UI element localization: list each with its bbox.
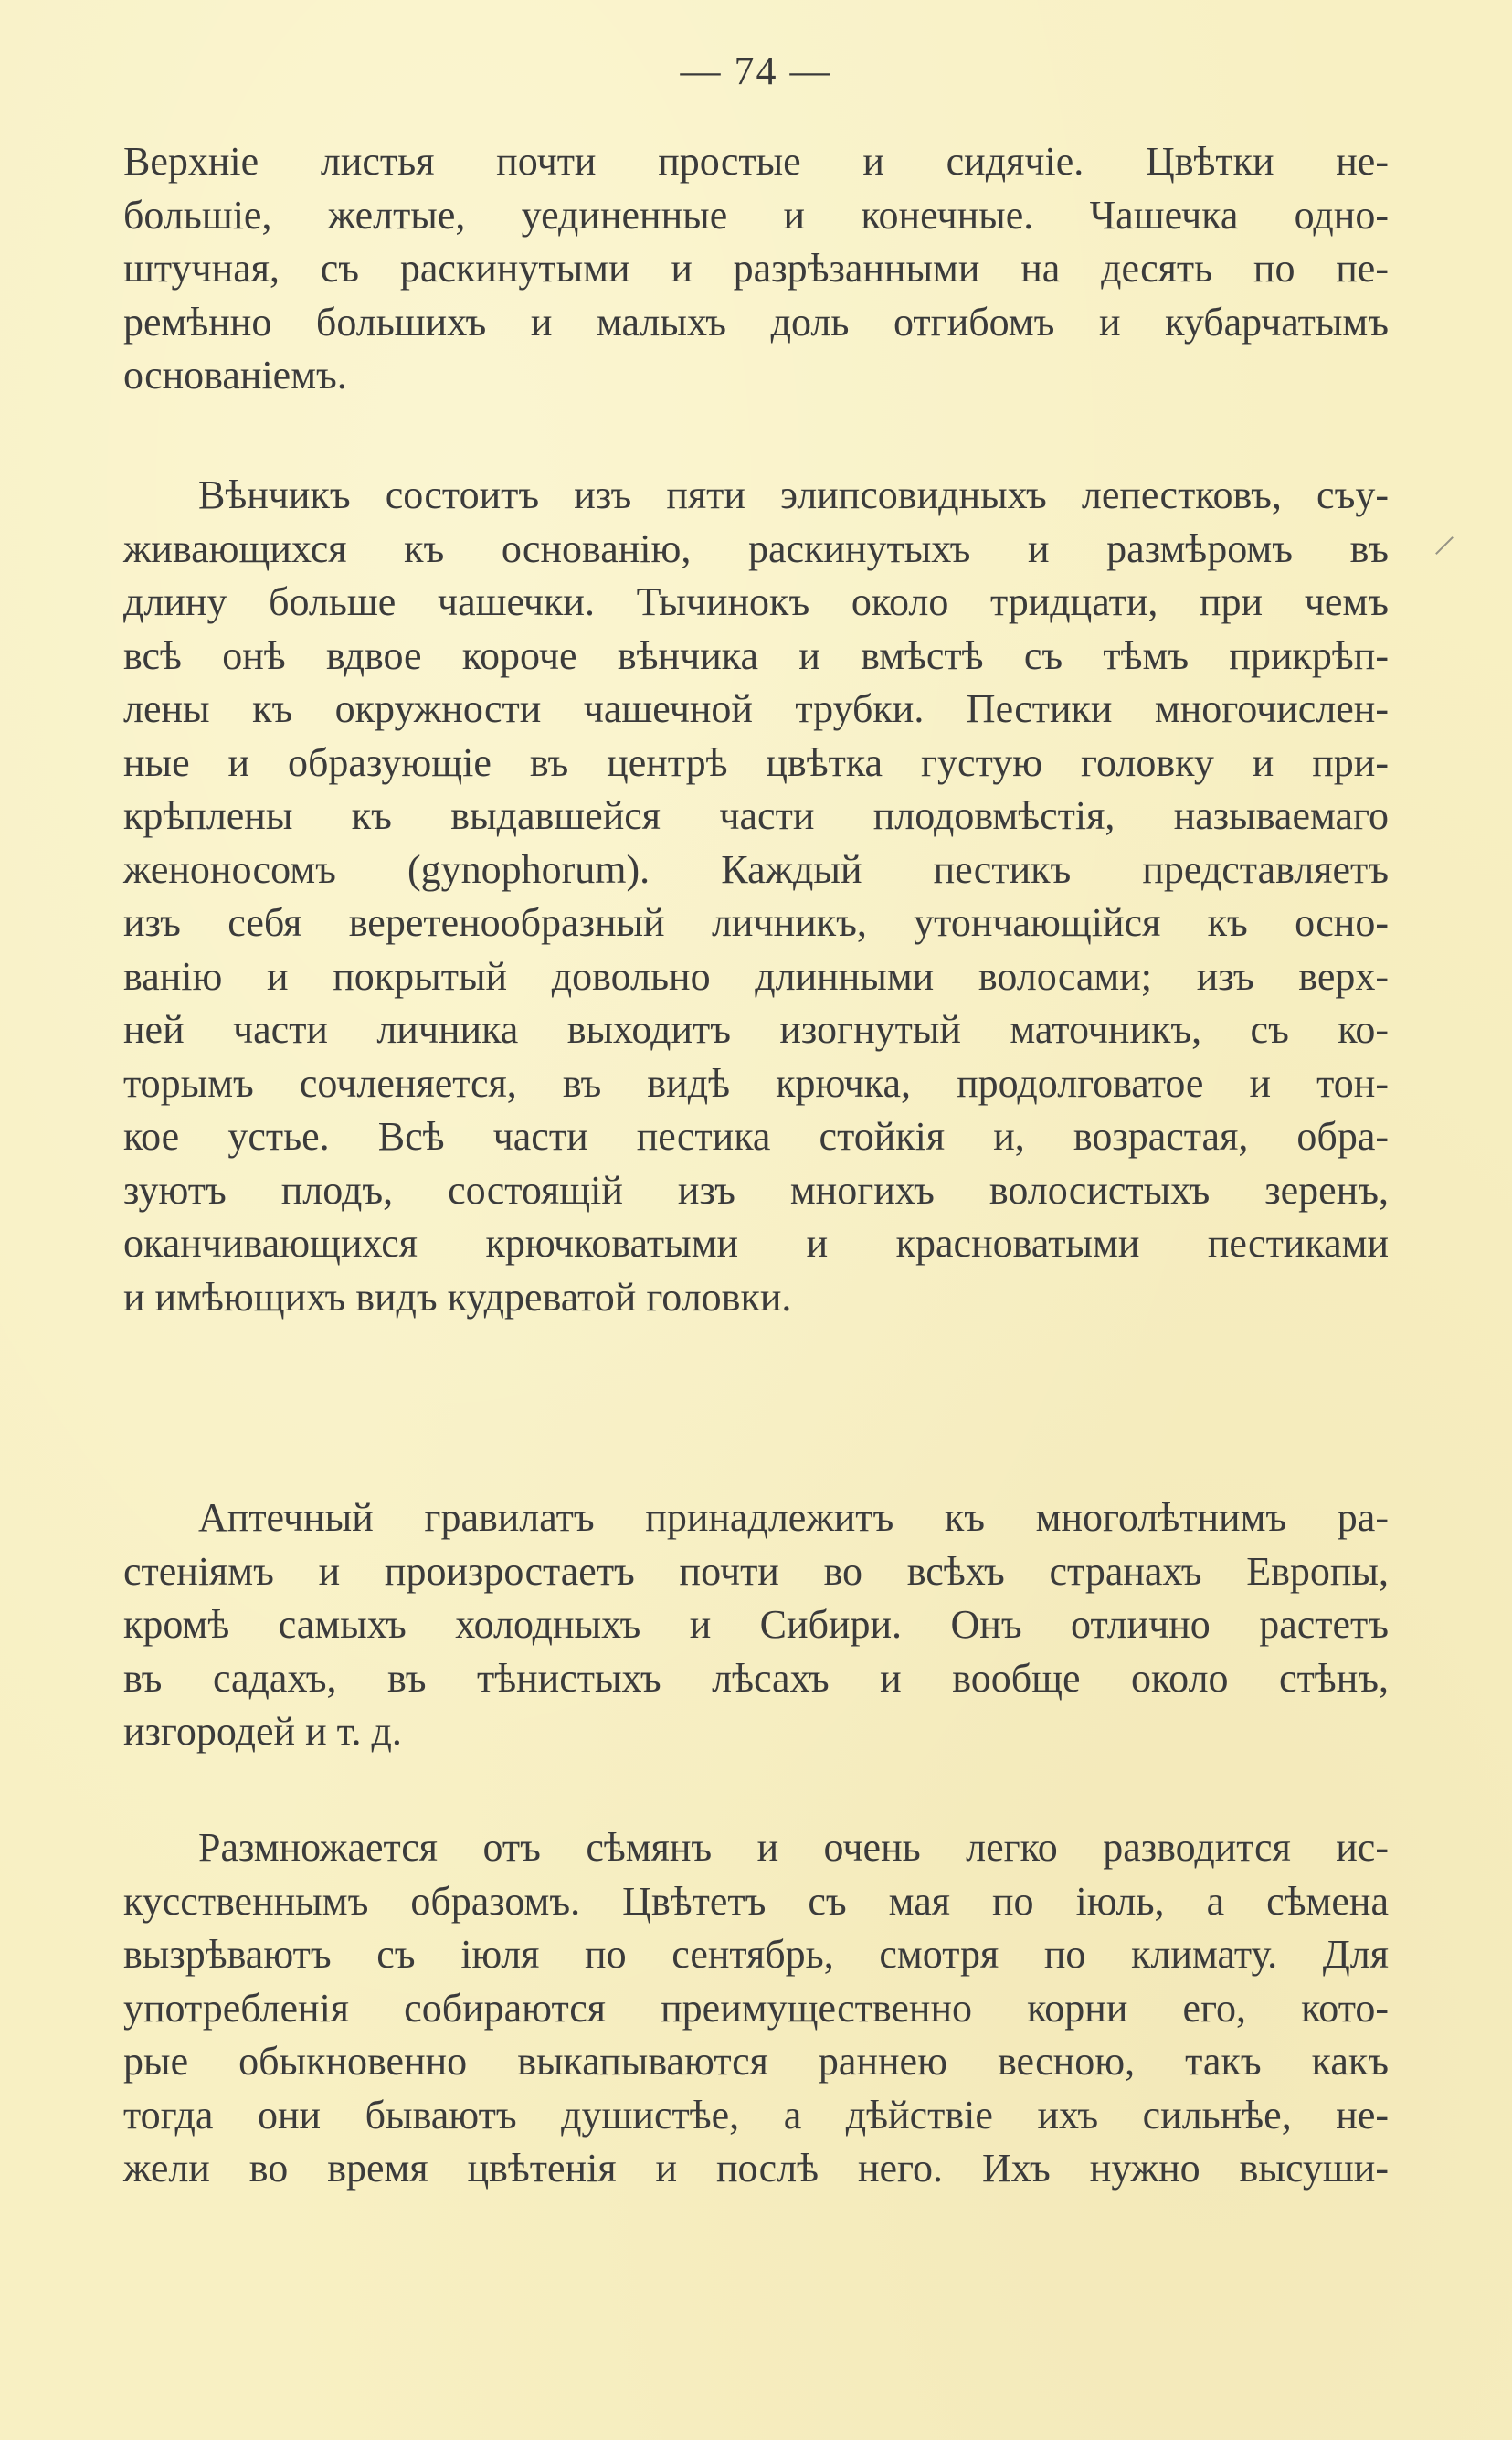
text-line: всѣ онѣ вдвое короче вѣнчика и вмѣстѣ съ тѣмъ прикрѣп-	[123, 632, 1389, 678]
text-line: жели во время цвѣтенія и послѣ него. Ихъ нужно высуши-	[123, 2146, 1389, 2191]
text-line: и имѣющихъ видъ кудреватой головки.	[123, 1274, 792, 1320]
text-line: Верхніе листья почти простые и сидячіе. Цвѣтки не-	[123, 139, 1389, 184]
text-line: изгородей и т. д.	[123, 1709, 402, 1754]
text-line: ней части личника выходитъ изогнутый маточникъ, съ ко-	[123, 1007, 1389, 1052]
text-line: Размножается отъ сѣмянъ и очень легко разводится ис-	[198, 1825, 1389, 1870]
text-line: стеніямъ и произростаетъ почти во всѣхъ странахъ Европы,	[123, 1548, 1389, 1594]
text-line: основаніемъ.	[123, 353, 347, 398]
text-line: живающихся къ основанію, раскинутыхъ и размѣромъ въ	[123, 525, 1389, 571]
text-line: оканчивающихся крючковатыми и красноватыми пестиками	[123, 1221, 1389, 1266]
text-line: Аптечный гравилатъ принадлежитъ къ многолѣтнимъ ра-	[198, 1495, 1389, 1540]
text-line: кое устье. Всѣ части пестика стойкія и, возрастая, обра-	[123, 1114, 1389, 1159]
margin-pencil-mark	[1435, 536, 1454, 555]
text-line: крѣплены къ выдавшейся части плодовмѣстія, называемаго	[123, 793, 1389, 838]
text-line: тогда они бываютъ душистѣе, а дѣйствіе ихъ сильнѣе, не-	[123, 2092, 1389, 2138]
text-line: торымъ сочленяется, въ видѣ крючка, продолговатое и тон-	[123, 1060, 1389, 1106]
paragraph-1	[123, 135, 1389, 403]
text-line: ные и образующіе въ центрѣ цвѣтка густую головку и при-	[123, 739, 1389, 785]
paragraph-4	[123, 1821, 1389, 2196]
text-line: женоносомъ (gynophorum). Каждый пестикъ представляетъ	[123, 846, 1389, 892]
text-line: зуютъ плодъ, состоящій изъ многихъ волосистыхъ зеренъ,	[123, 1167, 1389, 1213]
text-line: штучная, съ раскинутыми и разрѣзанными на десять по пе-	[123, 246, 1389, 291]
text-line: Вѣнчикъ состоитъ изъ пяти элипсовидныхъ лепестковъ, съу-	[198, 472, 1389, 517]
text-line: длину больше чашечки. Тычинокъ около тридцати, при чемъ	[123, 579, 1389, 624]
text-line: изъ себя веретенообразный личникъ, утончающійся къ осно-	[123, 900, 1389, 945]
text-line: вызрѣваютъ съ іюля по сентябрь, смотря по климату. Для	[123, 1932, 1389, 1977]
text-line: въ садахъ, въ тѣнистыхъ лѣсахъ и вообще около стѣнъ,	[123, 1655, 1389, 1701]
text-line: рые обыкновенно выкапываются раннею весною, такъ какъ	[123, 2039, 1389, 2084]
text-line: ванію и покрытый довольно длинными волосами; изъ верх-	[123, 953, 1389, 999]
text-line: кромѣ самыхъ холодныхъ и Сибири. Онъ отлично растетъ	[123, 1602, 1389, 1647]
text-line: лены къ окружности чашечной трубки. Пестики многочислен-	[123, 686, 1389, 731]
text-line: ремѣнно большихъ и малыхъ доль отгибомъ и кубарчатымъ	[123, 299, 1389, 345]
page-number: — 74 —	[680, 48, 832, 93]
text-line: употребленія собираются преимущественно корни его, кото-	[123, 1985, 1389, 2031]
text-line: большіе, желтые, уединенные и конечные. Чашечка одно-	[123, 192, 1389, 238]
text-line: кусственнымъ образомъ. Цвѣтетъ съ мая по іюль, а сѣмена	[123, 1878, 1389, 1924]
paragraph-3	[123, 1491, 1389, 1759]
paragraph-2	[123, 469, 1389, 1324]
